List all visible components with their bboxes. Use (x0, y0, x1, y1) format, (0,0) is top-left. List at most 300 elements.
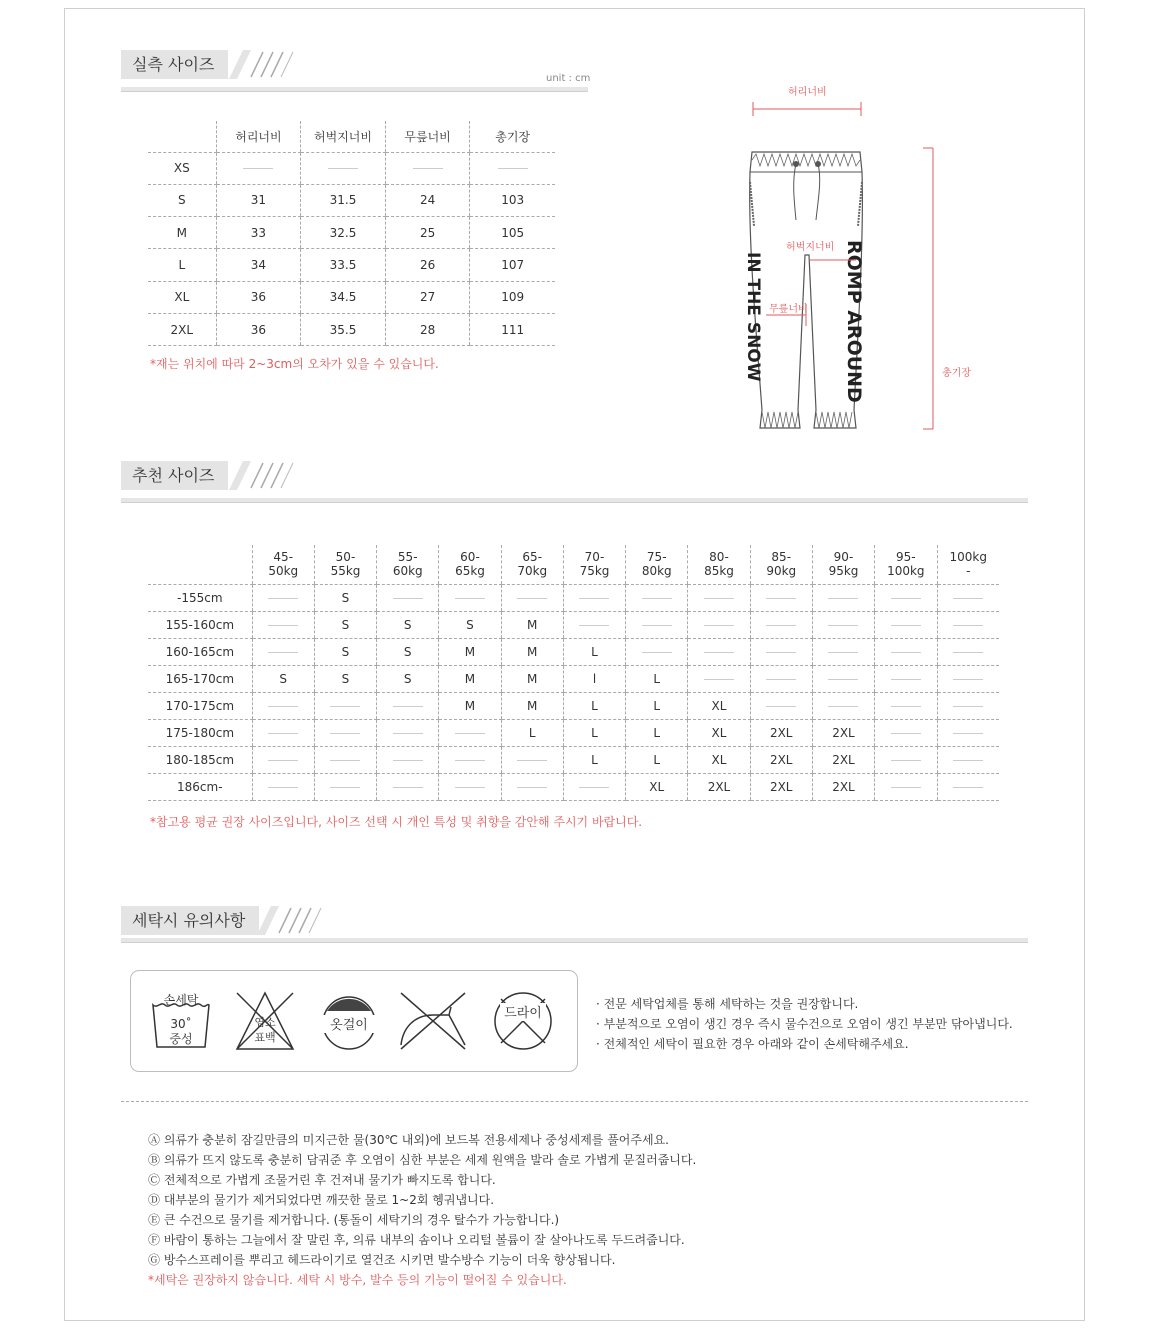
measured-cell: 103 (470, 184, 555, 216)
rec-cell (812, 692, 874, 719)
measured-section-title: 실측 사이즈 (121, 50, 228, 79)
rec-cell (501, 584, 563, 611)
rec-row (148, 638, 999, 665)
rec-cell: L (563, 692, 625, 719)
rec-row (148, 773, 999, 800)
empty-dash (953, 787, 983, 788)
rec-cell (688, 611, 750, 638)
rec-row (148, 611, 999, 638)
empty-dash (766, 706, 796, 707)
recommended-note: *참고용 평균 권장 사이즈입니다, 사이즈 선택 시 개인 특성 및 취향을 감안해 주시기 바랍니다. (150, 815, 643, 829)
rec-cell (688, 584, 750, 611)
rec-header-weight (377, 545, 439, 584)
weight-range-end: 90kg (766, 564, 797, 579)
rec-cell: l (563, 665, 625, 692)
measured-size-label: S (148, 184, 216, 216)
measured-row (148, 249, 555, 281)
rec-cell (314, 746, 376, 773)
rec-cell (750, 638, 812, 665)
rec-height-label: -155cm (148, 584, 252, 611)
empty-dash (330, 760, 360, 761)
rec-header-weight (252, 545, 314, 584)
rec-cell (626, 584, 688, 611)
rec-row (148, 584, 999, 611)
empty-dash (953, 625, 983, 626)
measured-size-label: 2XL (148, 313, 216, 345)
empty-dash (891, 652, 921, 653)
measured-cell (216, 152, 301, 184)
measured-row (148, 313, 555, 345)
no-bleach-icon (237, 993, 293, 1049)
measured-cell: 31 (216, 184, 301, 216)
wash-step: Ⓖ 방수스프레이를 뿌리고 헤드라이기로 열건조 시키면 발수방수 기능이 더욱 향상됩니다. (148, 1253, 616, 1267)
measured-cell (470, 152, 555, 184)
empty-dash (828, 679, 858, 680)
rec-header-weight (563, 545, 625, 584)
measured-section-rule (121, 87, 588, 92)
weight-range-start: 80- (709, 550, 729, 565)
weight-range-end: 70kg (517, 564, 548, 579)
measured-cell: 28 (385, 313, 470, 345)
measured-size-label: L (148, 249, 216, 281)
empty-dash (268, 598, 298, 599)
rec-cell (937, 773, 999, 800)
rec-cell (252, 773, 314, 800)
weight-range-end: 55kg (330, 564, 361, 579)
rec-cell (812, 665, 874, 692)
hand-wash-icon (153, 992, 209, 1047)
empty-dash (455, 733, 485, 734)
measured-row (148, 217, 555, 249)
hand-wash-label: 손세탁 (163, 993, 199, 1007)
rec-cell: S (252, 665, 314, 692)
care-note: · 부분적으로 오염이 생긴 경우 즉시 물수건으로 오염이 생긴 부분만 닦아냅니다. (596, 1017, 1013, 1031)
rec-header-weight (937, 545, 999, 584)
weight-range-start: 90- (833, 550, 854, 565)
empty-dash (268, 733, 298, 734)
empty-dash (330, 706, 360, 707)
empty-dash (953, 652, 983, 653)
rec-cell (937, 719, 999, 746)
recommended-size-table (148, 545, 999, 801)
weight-range-start: 60- (460, 550, 480, 565)
rec-cell: M (501, 638, 563, 665)
rec-cell (875, 692, 937, 719)
rec-cell (937, 584, 999, 611)
care-note: · 전문 세탁업체를 통해 세탁하는 것을 권장합니다. (596, 997, 859, 1011)
rec-cell (688, 665, 750, 692)
empty-dash (828, 706, 858, 707)
measured-cell: 33 (216, 217, 301, 249)
rec-cell: L (563, 746, 625, 773)
rec-cell: S (439, 611, 501, 638)
empty-dash (828, 652, 858, 653)
bleach-label-2: 표백 (254, 1031, 276, 1044)
care-section-rule (121, 938, 1028, 943)
rec-cell (377, 584, 439, 611)
measured-cell: 24 (385, 184, 470, 216)
rec-cell (314, 692, 376, 719)
rec-header-weight (439, 545, 501, 584)
measured-cell: 32.5 (301, 217, 386, 249)
empty-dash (413, 168, 443, 169)
empty-dash (393, 706, 423, 707)
wash-step: Ⓑ 의류가 뜨지 않도록 충분히 담궈준 후 오염이 심한 부분은 세제 원액을 발라 솔로 가볍게 문질러줍니다. (148, 1153, 697, 1167)
empty-dash (243, 168, 273, 169)
weight-range-start: 45- (273, 550, 294, 565)
weight-range-end: 75kg (579, 564, 610, 579)
rec-cell: 2XL (812, 719, 874, 746)
empty-dash (766, 598, 796, 599)
rec-cell (937, 665, 999, 692)
rec-cell: M (439, 665, 501, 692)
empty-dash (330, 787, 360, 788)
measured-header-length: 총기장 (470, 121, 555, 152)
rec-cell: L (501, 719, 563, 746)
measured-cell: 34 (216, 249, 301, 281)
rec-header-weight (812, 545, 874, 584)
rec-cell (937, 611, 999, 638)
rec-cell: XL (688, 746, 750, 773)
hand-wash-temp: 30˚ (170, 1017, 192, 1031)
empty-dash (828, 625, 858, 626)
rec-cell (688, 638, 750, 665)
care-symbols (131, 971, 577, 1071)
empty-dash (579, 787, 609, 788)
rec-cell: 2XL (812, 746, 874, 773)
empty-dash (455, 598, 485, 599)
rec-cell (812, 584, 874, 611)
measured-size-table (148, 121, 555, 346)
empty-dash (953, 706, 983, 707)
empty-dash (953, 598, 983, 599)
measured-cell: 36 (216, 281, 301, 313)
rec-cell (750, 692, 812, 719)
empty-dash (766, 625, 796, 626)
rec-cell: S (377, 665, 439, 692)
care-divider (121, 1101, 1028, 1102)
rec-cell (626, 611, 688, 638)
rec-cell: L (626, 746, 688, 773)
rec-cell (875, 746, 937, 773)
diagram-print-left: IN THE SNOW (743, 252, 763, 382)
rec-cell (563, 584, 625, 611)
weight-range-start: 75- (646, 550, 667, 565)
empty-dash (891, 760, 921, 761)
rec-cell: 2XL (750, 746, 812, 773)
empty-dash (704, 625, 734, 626)
rec-cell: S (314, 638, 376, 665)
empty-dash (891, 787, 921, 788)
rec-cell (875, 584, 937, 611)
rec-cell: S (377, 611, 439, 638)
care-symbols-box (130, 970, 578, 1072)
empty-dash (953, 733, 983, 734)
slash-decoration-icon (229, 461, 299, 490)
empty-dash (891, 598, 921, 599)
rec-cell: M (501, 692, 563, 719)
rec-cell (439, 584, 501, 611)
care-section-title: 세탁시 유의사항 (121, 906, 259, 935)
empty-dash (393, 787, 423, 788)
rec-cell (252, 746, 314, 773)
rec-height-label: 170-175cm (148, 692, 252, 719)
measured-header-thigh: 허벅지너비 (301, 121, 386, 152)
measured-cell (301, 152, 386, 184)
empty-dash (455, 760, 485, 761)
rec-cell: M (501, 611, 563, 638)
rec-cell (377, 719, 439, 746)
empty-dash (268, 652, 298, 653)
diagram-length-label: 총기장 (942, 368, 971, 379)
wash-step: Ⓐ 의류가 충분히 잠길만큼의 미지근한 물(30℃ 내외)에 보드복 전용세제나 중성세제를 풀어주세요. (148, 1133, 669, 1147)
wash-step: Ⓓ 대부분의 물기가 제거되었다면 깨끗한 물로 1~2회 헹궈냅니다. (148, 1193, 495, 1207)
diagram-knee-label: 무릎너비 (769, 304, 808, 315)
empty-dash (393, 733, 423, 734)
pants-diagram (730, 80, 990, 440)
rec-cell: S (314, 611, 376, 638)
no-iron-icon (401, 993, 465, 1049)
rec-cell (875, 719, 937, 746)
rec-cell: 2XL (812, 773, 874, 800)
slash-decoration-icon (229, 50, 299, 79)
rec-cell: 2XL (750, 773, 812, 800)
rec-header-weight (750, 545, 812, 584)
rec-height-label: 160-165cm (148, 638, 252, 665)
measured-header-blank (148, 121, 216, 152)
measured-row (148, 281, 555, 313)
wash-step: Ⓕ 바람이 통하는 그늘에서 잘 말린 후, 의류 내부의 솜이나 오리털 볼륨이 잘 살아나도록 두드려줍니다. (148, 1233, 685, 1247)
measured-size-label: XS (148, 152, 216, 184)
empty-dash (891, 733, 921, 734)
weight-range-start: 100kg (949, 550, 987, 565)
empty-dash (891, 625, 921, 626)
rec-height-label: 155-160cm (148, 611, 252, 638)
rec-row (148, 665, 999, 692)
weight-range-end: 65kg (455, 564, 485, 579)
measured-cell: 25 (385, 217, 470, 249)
wash-step: Ⓒ 전체적으로 가볍게 조물거린 후 건져내 물기가 빠지도록 합니다. (148, 1173, 496, 1187)
rec-cell (875, 665, 937, 692)
empty-dash (642, 598, 672, 599)
rec-header-weight (501, 545, 563, 584)
empty-dash (268, 706, 298, 707)
measured-header-knee: 무릎너비 (385, 121, 470, 152)
rec-row (148, 746, 999, 773)
hand-wash-neutral: 중성 (169, 1032, 193, 1046)
rec-cell (501, 746, 563, 773)
empty-dash (393, 760, 423, 761)
empty-dash (766, 652, 796, 653)
rec-cell: 2XL (688, 773, 750, 800)
empty-dash (393, 598, 423, 599)
rec-row (148, 719, 999, 746)
wash-step: Ⓔ 큰 수건으로 물기를 제거합니다. (통돌이 세탁기의 경우 탈수가 가능합니다.) (148, 1213, 560, 1227)
care-notes (596, 994, 1013, 1054)
weight-range-start: 50- (335, 550, 356, 565)
rec-cell: L (626, 665, 688, 692)
rec-cell: M (501, 665, 563, 692)
rec-cell (875, 611, 937, 638)
measured-note: *재는 위치에 따라 2~3cm의 오차가 있을 수 있습니다. (150, 357, 439, 371)
unit-label: unit : cm (546, 73, 591, 84)
rec-height-label: 165-170cm (148, 665, 252, 692)
rec-cell (937, 692, 999, 719)
rec-cell (875, 638, 937, 665)
rec-cell: L (563, 638, 625, 665)
rec-header-weight (314, 545, 376, 584)
rec-cell (439, 719, 501, 746)
rec-header-blank (148, 545, 252, 584)
rec-cell (439, 773, 501, 800)
empty-dash (517, 760, 547, 761)
measured-cell: 27 (385, 281, 470, 313)
rec-cell: XL (688, 719, 750, 746)
rec-row (148, 692, 999, 719)
rec-cell (252, 719, 314, 746)
measured-cell: 111 (470, 313, 555, 345)
rec-cell (377, 773, 439, 800)
empty-dash (268, 625, 298, 626)
measured-cell: 36 (216, 313, 301, 345)
rec-cell: XL (626, 773, 688, 800)
diagram-print-right: ROMP AROUND (843, 240, 865, 403)
rec-cell (563, 611, 625, 638)
measured-cell: 33.5 (301, 249, 386, 281)
measured-cell: 109 (470, 281, 555, 313)
weight-range-end: 100kg (887, 564, 925, 579)
rec-cell (377, 746, 439, 773)
empty-dash (828, 598, 858, 599)
wash-warning: *세탁은 권장하지 않습니다. 세탁 시 방수, 발수 등의 기능이 떨어질 수 있습니다. (148, 1273, 567, 1287)
hang-dry-label: 옷걸이 (330, 1018, 368, 1033)
rec-cell (875, 773, 937, 800)
weight-range-end: 60kg (392, 564, 423, 579)
measured-size-label: M (148, 217, 216, 249)
measured-cell: 35.5 (301, 313, 386, 345)
empty-dash (891, 679, 921, 680)
rec-cell (252, 584, 314, 611)
rec-cell: L (626, 692, 688, 719)
empty-dash (953, 760, 983, 761)
weight-range-end: 80kg (641, 564, 672, 579)
measured-cell (385, 152, 470, 184)
measured-cell: 105 (470, 217, 555, 249)
measured-cell: 31.5 (301, 184, 386, 216)
measured-size-label: XL (148, 281, 216, 313)
diagram-thigh-label: 허벅지너비 (786, 242, 835, 253)
rec-cell (812, 611, 874, 638)
rec-header-weight (688, 545, 750, 584)
measured-row (148, 184, 555, 216)
rec-cell (937, 746, 999, 773)
empty-dash (642, 625, 672, 626)
rec-cell: M (439, 638, 501, 665)
rec-cell: L (626, 719, 688, 746)
measured-row (148, 152, 555, 184)
recommended-section-title: 추천 사이즈 (121, 461, 228, 490)
weight-range-end: 85kg (704, 564, 734, 579)
weight-range-start: 65- (522, 550, 543, 565)
rec-cell: S (314, 584, 376, 611)
weight-range-start: 70- (584, 550, 605, 565)
empty-dash (704, 652, 734, 653)
empty-dash (579, 625, 609, 626)
rec-cell (501, 773, 563, 800)
rec-cell: XL (688, 692, 750, 719)
rec-cell (439, 746, 501, 773)
empty-dash (704, 598, 734, 599)
rec-cell: 2XL (750, 719, 812, 746)
no-dry-clean-icon (495, 993, 551, 1049)
empty-dash (704, 679, 734, 680)
empty-dash (517, 787, 547, 788)
empty-dash (579, 598, 609, 599)
weight-range-start: 95- (896, 550, 916, 565)
bleach-label-1: 염소 (254, 1016, 276, 1029)
rec-cell (252, 611, 314, 638)
rec-cell (252, 638, 314, 665)
empty-dash (517, 598, 547, 599)
rec-cell (377, 692, 439, 719)
empty-dash (268, 787, 298, 788)
measured-cell: 107 (470, 249, 555, 281)
measured-cell: 26 (385, 249, 470, 281)
empty-dash (268, 760, 298, 761)
dry-clean-label: 드라이 (504, 1006, 542, 1021)
hang-dry-icon (321, 997, 377, 1049)
rec-height-label: 180-185cm (148, 746, 252, 773)
weight-range-start: 85- (771, 550, 792, 565)
empty-dash (455, 787, 485, 788)
empty-dash (642, 652, 672, 653)
weight-range-end: 95kg (828, 564, 859, 579)
weight-range-end: 50kg (268, 564, 299, 579)
rec-cell: M (439, 692, 501, 719)
wash-steps (148, 1130, 696, 1290)
measured-cell: 34.5 (301, 281, 386, 313)
diagram-waist-label: 허리너비 (788, 87, 827, 98)
rec-cell (937, 638, 999, 665)
rec-cell (750, 584, 812, 611)
rec-height-label: 186cm- (148, 773, 252, 800)
rec-cell: S (314, 665, 376, 692)
empty-dash (330, 733, 360, 734)
rec-cell: L (563, 719, 625, 746)
care-note: · 전체적인 세탁이 필요한 경우 아래와 같이 손세탁해주세요. (596, 1037, 909, 1051)
rec-cell (626, 638, 688, 665)
rec-cell (314, 773, 376, 800)
empty-dash (953, 679, 983, 680)
rec-header-weight (875, 545, 937, 584)
rec-cell (314, 719, 376, 746)
recommended-section-rule (121, 498, 1028, 503)
empty-dash (766, 679, 796, 680)
measured-header-waist: 허리너비 (216, 121, 301, 152)
weight-range-end: - (966, 564, 971, 579)
rec-cell (750, 665, 812, 692)
rec-height-label: 175-180cm (148, 719, 252, 746)
rec-cell (812, 638, 874, 665)
rec-cell: S (377, 638, 439, 665)
empty-dash (328, 168, 358, 169)
empty-dash (498, 168, 528, 169)
rec-cell (750, 611, 812, 638)
slash-decoration-icon (257, 906, 327, 935)
weight-range-start: 55- (397, 550, 418, 565)
rec-cell (252, 692, 314, 719)
rec-cell (563, 773, 625, 800)
